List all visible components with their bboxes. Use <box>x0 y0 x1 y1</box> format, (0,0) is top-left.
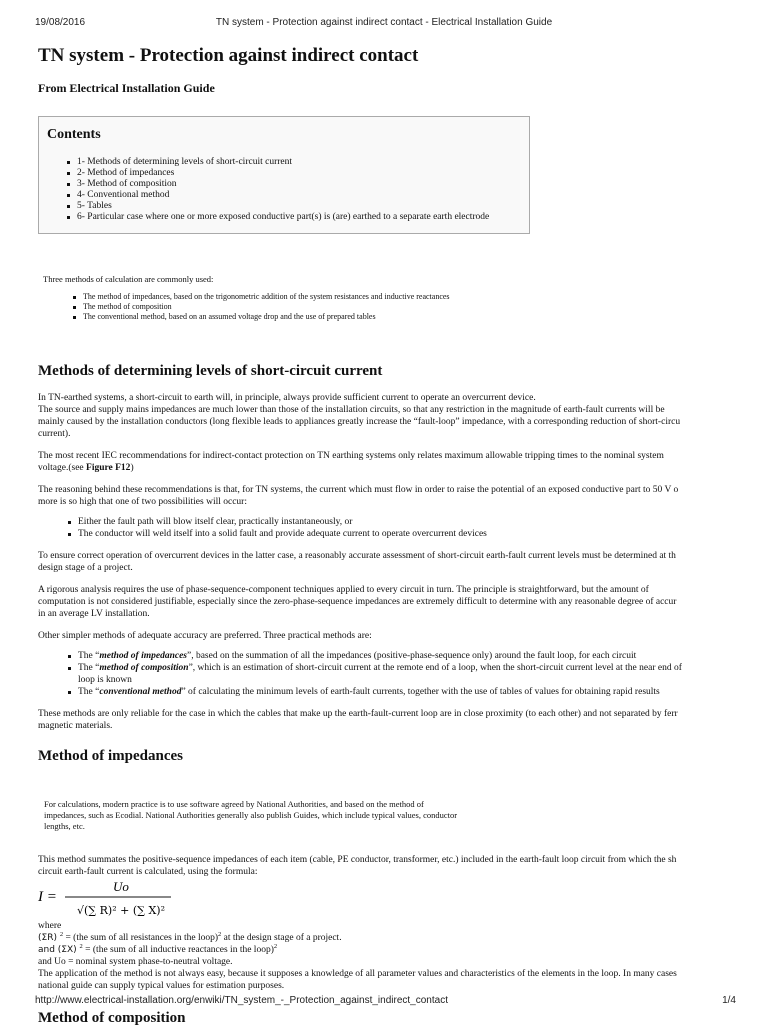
print-footer <box>0 995 768 1009</box>
list-item: Either the fault path will blow itself clear, practically instantaneously, or <box>78 516 735 528</box>
method-name: method of impedances <box>99 651 187 661</box>
toc-list <box>77 157 521 223</box>
intro-item: The conventional method, based on an assumed voltage drop and the use of prepared tables <box>83 312 735 322</box>
intro-item: The method of impedances, based on the trigonometric addition of the system resistances and inductive reactances <box>83 292 735 302</box>
toc-title: Contents <box>47 127 101 142</box>
text-run: = (the sum of all inductive reactances in the loop) <box>82 945 274 955</box>
paragraph <box>38 708 735 732</box>
intro-list <box>83 292 735 322</box>
list-item <box>78 650 735 662</box>
intro-lead: Three methods of calculation are commonly used: <box>43 274 214 284</box>
intro-block <box>43 274 735 322</box>
text-line: A rigorous analysis requires the use of phase-sequence-component techniques applied to every circuit in turn. The principle is straightforward, but the amount of <box>38 585 649 595</box>
text-line: and Uo = nominal system phase-to-neutral voltage. <box>38 957 233 967</box>
text-line: voltage.(see <box>38 463 87 473</box>
section-heading-methods: Methods of determining levels of short-circuit current <box>38 363 383 379</box>
toc-item-conventional[interactable]: 4- Conventional method <box>77 190 521 201</box>
list-item <box>78 662 735 686</box>
intro-item: The method of composition <box>83 302 735 312</box>
text-line: computation is not considered justifiable, especially since the zero-phase-sequence impedances are extremely difficult to determine with any reasonable degree of accur <box>38 597 677 607</box>
text-run: loop is known <box>78 675 132 685</box>
text-line: In TN-earthed systems, a short-circuit to earth will, in principle, always provide sufficient current to operate an overcurrent device. <box>38 393 536 403</box>
list-item: The conductor will weld itself into a solid fault and provide adequate current to operate overcurrent devices <box>78 528 735 540</box>
text-run: The “ <box>78 687 100 697</box>
impedance-formula-block <box>38 854 735 992</box>
paragraph <box>38 392 735 440</box>
toc-item-composition[interactable]: 3- Method of composition <box>77 179 521 190</box>
text-line: in an average LV installation. <box>38 609 150 619</box>
toc-item-particular-case[interactable]: 6- Particular case where one or more exposed conductive part(s) is (are) earthed to a separate earth electrode <box>77 212 521 223</box>
text-line: mainly caused by the installation conductors (long flexible leads to appliances greatly increase the “fault-loop” impedance, with a corresponding reduction of short-circu <box>38 417 681 427</box>
list-item <box>78 686 735 698</box>
text-line: For calculations, modern practice is to use software agreed by National Authorities, and based on the method of <box>44 799 424 809</box>
print-date: 19/08/2016 <box>35 17 86 28</box>
text-line: To ensure correct operation of overcurrent devices in the latter case, a reasonably accurate assessment of short-circuit earth-fault current levels must be determined at th <box>38 551 676 561</box>
text-line: more is so high that one of two possibilities will occur: <box>38 497 247 507</box>
text-line: lengths, etc. <box>44 821 85 831</box>
table-of-contents <box>38 116 530 234</box>
superscript: 2 <box>79 942 83 950</box>
print-url: http://www.electrical-installation.org/enwiki/TN_system_-_Protection_against_indirect_contact <box>35 995 448 1006</box>
method-name: conventional method <box>99 687 182 697</box>
paragraph <box>38 584 735 620</box>
toc-item-impedances[interactable]: 2- Method of impedances <box>77 168 521 179</box>
paragraph <box>38 550 735 574</box>
print-header <box>0 17 768 31</box>
impedance-formula <box>38 880 735 920</box>
superscript: 2 <box>273 942 278 950</box>
text-run: (ΣR) <box>38 933 60 943</box>
page-subtitle: From Electrical Installation Guide <box>38 81 215 95</box>
section-heading-impedances: Method of impedances <box>38 748 183 764</box>
text-line: design stage of a project. <box>38 563 133 573</box>
paragraph <box>38 484 735 508</box>
formula-numerator: Uo <box>113 879 129 894</box>
text-line: magnetic materials. <box>38 721 113 731</box>
superscript: 2 <box>218 930 222 938</box>
software-note <box>44 799 735 832</box>
text-run: ”, which is an estimation of short-circuit current at the remote end of a loop, when the short-circuit current level at the near end of <box>188 663 682 673</box>
toc-item-tables[interactable]: 5- Tables <box>77 201 521 212</box>
text-line: national guide can supply typical values for estimation purposes. <box>38 981 285 991</box>
figure-f12-link[interactable]: Figure F12 <box>86 463 131 473</box>
text-line: The reasoning behind these recommendations is that, for TN systems, the current which must flow in order to raise the potential of an exposed conductive part to 50 V o <box>38 485 679 495</box>
superscript: 2 <box>59 930 64 938</box>
toc-item-methods[interactable]: 1- Methods of determining levels of short-circuit current <box>77 157 521 168</box>
text-line: This method summates the positive-sequence impedances of each item (cable, PE conductor, transformer, etc.) included in the earth-fault loop circuit from which the sh <box>38 855 677 865</box>
text-line: circuit earth-fault current is calculated, using the formula: <box>38 867 258 877</box>
text-run: ”, based on the summation of all the impedances (positive-phase-sequence only) around the fault loop, for each circuit <box>186 651 637 661</box>
paragraph <box>38 450 735 474</box>
formula-graphic <box>38 880 218 920</box>
paragraph: Other simpler methods of adequate accuracy are preferred. Three practical methods are: <box>38 631 372 641</box>
text-run: and (ΣX) <box>38 945 80 955</box>
text-run: The “ <box>78 663 100 673</box>
text-run: ” of calculating the minimum levels of earth-fault currents, together with the use of tables of values for obtaining rapid results <box>181 687 660 697</box>
method-name: method of composition <box>99 663 189 673</box>
page-number: 1/4 <box>722 995 736 1006</box>
formula-lhs: I = <box>38 889 57 905</box>
text-line: The application of the method is not always easy, because it supposes a knowledge of all parameter values and characteristics of the elements in the loop. In many cases <box>38 969 677 979</box>
text-run: = (the sum of all resistances in the loop) <box>63 933 219 943</box>
practical-methods-list <box>78 650 735 698</box>
text-line: These methods are only reliable for the case in which the cables that make up the earth-fault-current loop are in close proximity (to each other) and not separated by ferr <box>38 709 678 719</box>
text-line: impedances, such as Ecodial. National Authorities generally also publish Guides, which include typical values, conductor <box>44 810 458 820</box>
print-title: TN system - Protection against indirect contact - Electrical Installation Guide <box>215 17 553 28</box>
text-line: where <box>38 921 62 931</box>
page-title: TN system - Protection against indirect contact <box>38 45 419 66</box>
text-line: The source and supply mains impedances are much lower than those of the installation circuits, so that any restriction in the magnitude of earth-fault currents will be <box>38 405 665 415</box>
text-line: current). <box>38 429 71 439</box>
section-methods-body <box>38 392 735 732</box>
formula-denominator: √(∑ R)² + (∑ X)² <box>76 904 166 917</box>
possibilities-list <box>78 516 735 540</box>
section-heading-composition: Method of composition <box>38 1010 186 1026</box>
text-line: ) <box>130 463 134 473</box>
text-run: The “ <box>78 651 100 661</box>
text-line: The most recent IEC recommendations for indirect-contact protection on TN earthing systems only relates maximum allowable tripping times to the nominal system <box>38 451 664 461</box>
text-run: at the design stage of a project. <box>221 933 342 943</box>
